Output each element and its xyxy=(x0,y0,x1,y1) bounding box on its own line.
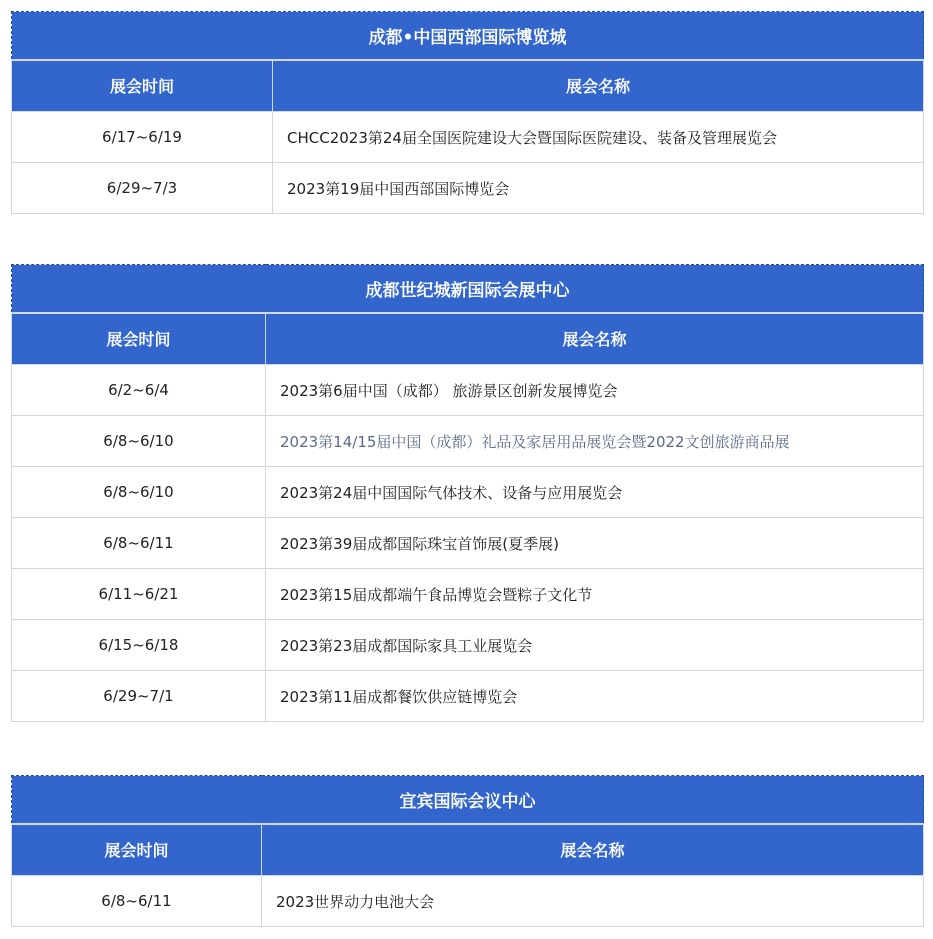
table-row xyxy=(12,671,924,722)
exhibition-date: 6/29~7/3 xyxy=(12,163,273,214)
exhibition-date: 6/15~6/18 xyxy=(12,620,266,671)
exhibition-name: CHCC2023第24届全国医院建设大会暨国际医院建设、装备及管理展览会 xyxy=(273,112,924,163)
exhibition-name: 2023第23届成都国际家具工业展览会 xyxy=(266,620,924,671)
exhibition-name: 2023第6届中国（成都） 旅游景区创新发展博览会 xyxy=(266,365,924,416)
exhibition-date: 6/29~7/1 xyxy=(12,671,266,722)
table-row xyxy=(12,163,924,214)
table-row xyxy=(12,112,924,163)
table-row xyxy=(12,518,924,569)
venue-title: 成都•中国西部国际博览城 xyxy=(12,12,924,60)
exhibition-name: 2023第11届成都餐饮供应链博览会 xyxy=(266,671,924,722)
table-row xyxy=(12,365,924,416)
header-row xyxy=(12,313,924,365)
exhibition-name: 2023第14/15届中国（成都）礼品及家居用品展览会暨2022文创旅游商品展 xyxy=(266,416,924,467)
exhibition-name: 2023第15届成都端午食品博览会暨粽子文化节 xyxy=(266,569,924,620)
column-header-date: 展会时间 xyxy=(12,824,262,876)
column-header-name: 展会名称 xyxy=(273,60,924,112)
venue-table-shijicheng xyxy=(11,264,924,722)
venue-title-row xyxy=(12,776,924,824)
header-row xyxy=(12,824,924,876)
exhibition-date: 6/11~6/21 xyxy=(12,569,266,620)
table-row xyxy=(12,620,924,671)
exhibition-name: 2023世界动力电池大会 xyxy=(262,876,924,927)
column-header-date: 展会时间 xyxy=(12,60,273,112)
table-row xyxy=(12,569,924,620)
header-row xyxy=(12,60,924,112)
venue-title: 成都世纪城新国际会展中心 xyxy=(12,265,924,313)
exhibition-date: 6/8~6/10 xyxy=(12,467,266,518)
exhibition-date: 6/17~6/19 xyxy=(12,112,273,163)
venue-title: 宜宾国际会议中心 xyxy=(12,776,924,824)
table-row xyxy=(12,876,924,927)
exhibition-date: 6/8~6/11 xyxy=(12,518,266,569)
exhibition-date: 6/8~6/10 xyxy=(12,416,266,467)
exhibition-date: 6/8~6/11 xyxy=(12,876,262,927)
table-row xyxy=(12,416,924,467)
column-header-name: 展会名称 xyxy=(262,824,924,876)
table-row xyxy=(12,467,924,518)
column-header-date: 展会时间 xyxy=(12,313,266,365)
exhibition-name: 2023第24届中国国际气体技术、设备与应用展览会 xyxy=(266,467,924,518)
venue-title-row xyxy=(12,265,924,313)
column-header-name: 展会名称 xyxy=(266,313,924,365)
venue-table-xibu xyxy=(11,11,924,214)
exhibition-name: 2023第19届中国西部国际博览会 xyxy=(273,163,924,214)
venue-table-yibin xyxy=(11,775,924,927)
exhibition-date: 6/2~6/4 xyxy=(12,365,266,416)
exhibition-name: 2023第39届成都国际珠宝首饰展(夏季展) xyxy=(266,518,924,569)
venue-title-row xyxy=(12,12,924,60)
